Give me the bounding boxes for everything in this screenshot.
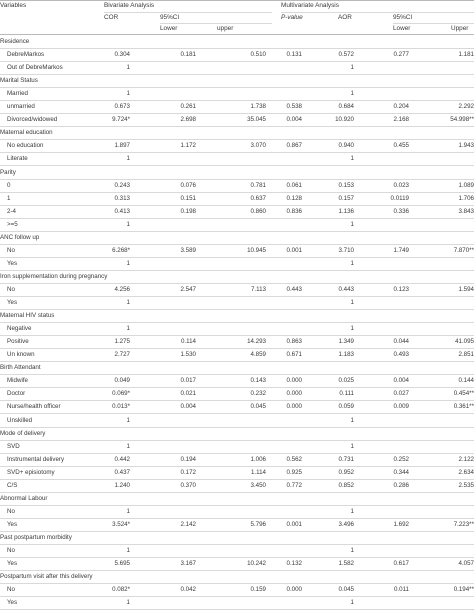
header-ci-bivariate: 95%CI xyxy=(160,14,180,21)
header-lower-bivariate: Lower xyxy=(160,25,178,32)
row-value: 1.006 xyxy=(250,455,266,463)
row-label: Unskilled xyxy=(7,416,33,424)
row-value: 0.867 xyxy=(286,142,302,150)
row-value: 1.349 xyxy=(338,338,354,346)
row-value: 0.123 xyxy=(393,286,409,293)
table-row xyxy=(0,49,474,62)
row-label: SVD xyxy=(7,442,20,450)
row-value: 3.070 xyxy=(250,142,266,150)
category-row xyxy=(0,310,474,323)
row-value: 1.594 xyxy=(458,286,474,293)
row-value: 1 xyxy=(350,299,354,306)
row-value: 1.181 xyxy=(458,51,474,58)
row-label: Yes xyxy=(7,599,18,607)
row-value: 0.144 xyxy=(458,377,474,385)
row-value: 0.001 xyxy=(286,246,302,254)
table-row xyxy=(0,584,474,597)
multivariate-group-rule xyxy=(281,12,474,13)
row-value: 0.132 xyxy=(286,560,302,567)
row-value: 0.510 xyxy=(250,51,266,58)
header-bottom-rule xyxy=(0,34,474,35)
table-row xyxy=(0,506,474,519)
row-label: No xyxy=(7,547,15,554)
row-value: 0.304 xyxy=(114,51,130,58)
row-value: 0.361** xyxy=(453,403,474,411)
row-label: SVD+ episiotomy xyxy=(7,468,55,476)
row-value: 1 xyxy=(126,442,130,450)
row-value: 0.194** xyxy=(453,586,474,594)
row-value: 1.706 xyxy=(458,194,474,202)
row-label: unmarried xyxy=(7,103,35,111)
table-row xyxy=(0,62,474,75)
row-value: 0.243 xyxy=(114,181,130,189)
row-value: 14.293 xyxy=(247,338,266,346)
row-label: Yes xyxy=(7,299,18,306)
row-value: 3.496 xyxy=(338,520,354,528)
header-lower-multivariate: Lower xyxy=(393,25,411,32)
row-value: 5.796 xyxy=(250,520,266,528)
row-value: 0.000 xyxy=(286,586,302,594)
table-row xyxy=(0,140,474,153)
row-value: 1.943 xyxy=(458,142,474,150)
table-row xyxy=(0,336,474,349)
row-value: 1 xyxy=(126,299,130,306)
row-value: 2.727 xyxy=(114,351,130,359)
row-value: 2.634 xyxy=(458,468,474,476)
table-row xyxy=(0,258,474,271)
row-label: Iron supplementation during pregnancy xyxy=(0,272,108,280)
row-value: 0.261 xyxy=(180,103,196,111)
row-value: 1 xyxy=(350,442,354,450)
category-row xyxy=(0,271,474,284)
row-value: 0.017 xyxy=(180,377,196,385)
row-value: 4.057 xyxy=(458,560,474,567)
table-row xyxy=(0,388,474,401)
row-value: 0.455 xyxy=(393,142,409,150)
row-value: 1.692 xyxy=(393,520,409,528)
row-value: 0.021 xyxy=(180,390,196,398)
header-variables: Variables xyxy=(0,2,27,9)
row-label: Yes xyxy=(7,520,18,528)
row-value: 1.530 xyxy=(180,351,196,359)
ci-bivariate-rule xyxy=(160,23,272,24)
row-value: 1 xyxy=(126,90,130,98)
row-value: 0.443 xyxy=(338,286,354,293)
row-value: 1.749 xyxy=(393,246,409,254)
row-value: 3.167 xyxy=(180,560,196,567)
row-value: 1.240 xyxy=(114,481,130,489)
row-value: 5.695 xyxy=(114,560,130,567)
header-upper-bivariate: upper xyxy=(217,25,234,32)
header-bivariate: Bivariate Analysis xyxy=(104,2,155,9)
row-value: 0.044 xyxy=(393,338,409,346)
row-value: 4.256 xyxy=(114,286,130,293)
row-label: DebreMarkos xyxy=(7,51,45,58)
row-value: 9.724* xyxy=(112,116,130,124)
row-value: 0.181 xyxy=(180,51,196,58)
row-value: 0.004 xyxy=(180,403,196,411)
row-value: 1 xyxy=(350,64,354,72)
row-value: 0.204 xyxy=(393,103,409,111)
row-value: 1 xyxy=(350,90,354,98)
row-value: 0.313 xyxy=(114,194,130,202)
row-value: 0.000 xyxy=(286,390,302,398)
table-row xyxy=(0,558,474,571)
row-value: 0.011 xyxy=(393,586,409,594)
row-value: 0.442 xyxy=(114,455,130,463)
row-value: 0.940 xyxy=(338,142,354,150)
row-value: 3.843 xyxy=(458,207,474,215)
row-label: Nurse/health officer xyxy=(7,403,61,411)
category-row xyxy=(0,493,474,506)
row-value: 1 xyxy=(126,416,130,424)
row-value: 1 xyxy=(350,599,354,607)
row-value: 1 xyxy=(350,259,354,267)
row-value: 0.671 xyxy=(286,351,302,359)
row-label: Mode of delivery xyxy=(0,429,46,437)
table-row xyxy=(0,245,474,258)
row-label: Past postpartum morbidity xyxy=(0,533,72,541)
row-value: 10.920 xyxy=(335,116,354,124)
row-value: 1 xyxy=(126,155,130,163)
row-value: 0.000 xyxy=(286,377,302,385)
row-value: 0.001 xyxy=(286,520,302,528)
category-row xyxy=(0,428,474,441)
row-value: 54.998** xyxy=(450,116,474,124)
row-label: Doctor xyxy=(7,390,26,398)
row-value: 0.772 xyxy=(286,481,302,489)
row-value: 2.535 xyxy=(458,481,474,489)
row-value: 10.945 xyxy=(247,246,266,254)
table-row xyxy=(0,480,474,493)
category-row xyxy=(0,127,474,140)
row-value: 0.000 xyxy=(286,403,302,411)
table-row xyxy=(0,284,474,297)
row-value: 0.061 xyxy=(286,181,302,189)
row-value: 7.113 xyxy=(250,286,266,293)
row-value: 0.836 xyxy=(286,207,302,215)
row-label: Instrumental delivery xyxy=(7,455,65,463)
category-row xyxy=(0,571,474,584)
row-value: 2.142 xyxy=(180,520,196,528)
table-row xyxy=(0,193,474,206)
row-value: 3.589 xyxy=(180,246,196,254)
row-value: 0.0119 xyxy=(390,194,409,202)
row-value: 0.131 xyxy=(286,51,302,58)
row-value: 0.860 xyxy=(250,207,266,215)
header-upper-multivariate: Upper xyxy=(451,25,469,32)
row-value: 0.637 xyxy=(250,194,266,202)
row-label: 2-4 xyxy=(7,207,16,215)
header-cor: COR xyxy=(104,14,119,21)
row-value: 4.859 xyxy=(250,351,266,359)
row-value: 1 xyxy=(126,507,130,515)
row-label: No xyxy=(7,507,15,515)
row-label: Marital Status xyxy=(0,77,38,85)
row-value: 1.183 xyxy=(338,351,354,359)
row-value: 0.172 xyxy=(180,468,196,476)
row-value: 35.045 xyxy=(247,116,266,124)
row-value: 2.168 xyxy=(393,116,409,124)
row-value: 7.223** xyxy=(453,520,474,528)
row-value: 0.437 xyxy=(114,468,130,476)
table-row xyxy=(0,375,474,388)
row-value: 0.370 xyxy=(180,481,196,489)
table-row xyxy=(0,545,474,558)
category-row xyxy=(0,232,474,245)
row-value: 1.114 xyxy=(250,468,266,476)
table-row xyxy=(0,101,474,114)
row-value: 0.045 xyxy=(338,586,354,594)
table-row xyxy=(0,88,474,101)
row-value: 1 xyxy=(350,416,354,424)
row-label: Yes xyxy=(7,560,18,567)
row-value: 0.454** xyxy=(453,390,474,398)
row-value: 1 xyxy=(126,259,130,267)
row-label: Yes xyxy=(7,259,18,267)
row-value: 0.027 xyxy=(393,390,409,398)
row-label: Divorced/widowed xyxy=(7,116,58,124)
table-row xyxy=(0,206,474,219)
row-value: 0.538 xyxy=(286,103,302,111)
header-ci-multivariate: 95%CI xyxy=(393,14,413,21)
row-value: 1.582 xyxy=(338,560,354,567)
row-label: Residence xyxy=(0,38,30,45)
row-label: Married xyxy=(7,90,28,98)
row-value: 0.925 xyxy=(286,468,302,476)
row-value: 0.042 xyxy=(180,586,196,594)
row-value: 0.025 xyxy=(338,377,354,385)
table-row xyxy=(0,153,474,166)
category-row xyxy=(0,167,474,180)
row-label: Literate xyxy=(7,155,28,163)
table-row xyxy=(0,180,474,193)
row-value: 0.336 xyxy=(393,207,409,215)
table-row xyxy=(0,454,474,467)
row-value: 0.151 xyxy=(180,194,196,202)
row-label: No xyxy=(7,246,15,254)
category-row xyxy=(0,75,474,88)
row-label: Birth Attendant xyxy=(0,364,41,372)
row-value: 1.136 xyxy=(338,207,354,215)
table-row xyxy=(0,297,474,310)
row-label: No education xyxy=(7,142,44,150)
row-value: 1 xyxy=(350,325,354,333)
row-value: 2.122 xyxy=(458,455,474,463)
row-value: 1 xyxy=(126,325,130,333)
ci-multivariate-rule xyxy=(393,23,474,24)
header-aor: AOR xyxy=(338,14,352,21)
row-value: 1 xyxy=(126,220,130,228)
row-label: C/S xyxy=(7,481,18,489)
row-label: Negative xyxy=(7,325,32,333)
row-value: 0.114 xyxy=(180,338,196,346)
row-label: Postpartum visit after this delivery xyxy=(0,573,93,581)
row-value: 1 xyxy=(350,220,354,228)
row-value: 41.095 xyxy=(455,338,474,346)
bivariate-group-rule xyxy=(104,12,272,13)
row-value: 0.128 xyxy=(286,194,302,202)
row-value: 0.852 xyxy=(338,481,354,489)
row-value: 0.617 xyxy=(393,560,409,567)
row-value: 0.673 xyxy=(114,103,130,111)
row-value: 1.089 xyxy=(458,181,474,189)
category-row xyxy=(0,362,474,375)
row-value: 0.731 xyxy=(338,455,354,463)
row-value: 0.143 xyxy=(250,377,266,385)
row-label: No xyxy=(7,586,15,594)
row-value: 0.198 xyxy=(180,207,196,215)
row-value: 0.572 xyxy=(338,51,354,58)
row-value: 2.698 xyxy=(180,116,196,124)
row-value: 2.547 xyxy=(180,286,196,293)
row-value: 0.111 xyxy=(339,390,354,398)
table-row xyxy=(0,114,474,127)
row-value: 1 xyxy=(126,64,130,72)
row-value: 1.738 xyxy=(250,103,266,111)
row-label: Un known xyxy=(7,351,35,359)
row-value: 0.232 xyxy=(250,390,266,398)
row-label: ANC follow up xyxy=(0,233,40,241)
row-value: 1 xyxy=(126,547,130,554)
table-row xyxy=(0,441,474,454)
row-value: 3.710 xyxy=(338,246,354,254)
row-value: 6.268* xyxy=(112,246,130,254)
row-value: 0.159 xyxy=(250,586,266,594)
row-value: 0.863 xyxy=(286,338,302,346)
category-row xyxy=(0,36,474,49)
row-label: >=5 xyxy=(7,220,18,228)
row-value: 0.443 xyxy=(286,286,302,293)
row-value: 0.023 xyxy=(393,181,409,189)
row-value: 1 xyxy=(350,547,354,554)
table-row xyxy=(0,519,474,532)
row-value: 3.524* xyxy=(112,520,130,528)
table-row xyxy=(0,349,474,362)
row-value: 0.009 xyxy=(393,403,409,411)
table-row xyxy=(0,323,474,336)
row-value: 0.004 xyxy=(393,377,409,385)
row-value: 1 xyxy=(350,155,354,163)
row-value: 0.069* xyxy=(112,390,130,398)
row-value: 2.851 xyxy=(458,351,474,359)
row-label: 0 xyxy=(7,181,11,189)
row-value: 0.157 xyxy=(338,194,354,202)
row-value: 0.082* xyxy=(112,586,130,594)
row-value: 0.413 xyxy=(114,207,130,215)
row-value: 0.344 xyxy=(393,468,409,476)
row-value: 1.897 xyxy=(114,142,130,150)
row-label: Abnormal Labour xyxy=(0,494,48,502)
table-row xyxy=(0,415,474,428)
row-value: 1.172 xyxy=(180,142,196,150)
row-value: 1 xyxy=(126,599,130,607)
row-label: Midwife xyxy=(7,377,28,385)
row-label: 1 xyxy=(7,194,11,202)
row-label: Positive xyxy=(7,338,29,346)
header-pvalue: P-value xyxy=(281,14,303,21)
table-row xyxy=(0,467,474,480)
header-multivariate: Multivariate Analysis xyxy=(281,2,339,9)
row-value: 0.493 xyxy=(393,351,409,359)
header-top-rule xyxy=(0,0,474,1)
row-value: 3.450 xyxy=(250,481,266,489)
row-value: 0.252 xyxy=(393,455,409,463)
row-value: 1.275 xyxy=(114,338,130,346)
row-value: 0.286 xyxy=(393,481,409,489)
row-value: 10.242 xyxy=(247,560,266,567)
category-row xyxy=(0,532,474,545)
row-value: 0.684 xyxy=(338,103,354,111)
row-label: Parity xyxy=(0,168,16,176)
row-label: Maternal education xyxy=(0,129,53,137)
row-value: 0.781 xyxy=(250,181,266,189)
row-value: 0.562 xyxy=(286,455,302,463)
table-row xyxy=(0,597,474,610)
table-row xyxy=(0,401,474,414)
row-label: Maternal HIV status xyxy=(0,312,55,320)
row-value: 0.194 xyxy=(180,455,196,463)
row-value: 0.013* xyxy=(112,403,130,411)
row-value: 0.076 xyxy=(180,181,196,189)
row-value: 0.004 xyxy=(286,116,302,124)
row-value: 0.277 xyxy=(393,51,409,58)
row-value: 0.059 xyxy=(338,403,354,411)
row-label: Out of DebreMarkos xyxy=(7,64,63,72)
row-value: 0.153 xyxy=(338,181,354,189)
row-value: 2.292 xyxy=(458,103,474,111)
row-value: 0.049 xyxy=(114,377,130,385)
row-value: 0.952 xyxy=(338,468,354,476)
row-value: 0.045 xyxy=(250,403,266,411)
row-label: No xyxy=(7,286,15,293)
table-row xyxy=(0,219,474,232)
row-value: 7.870** xyxy=(453,246,474,254)
row-value: 1 xyxy=(350,507,354,515)
